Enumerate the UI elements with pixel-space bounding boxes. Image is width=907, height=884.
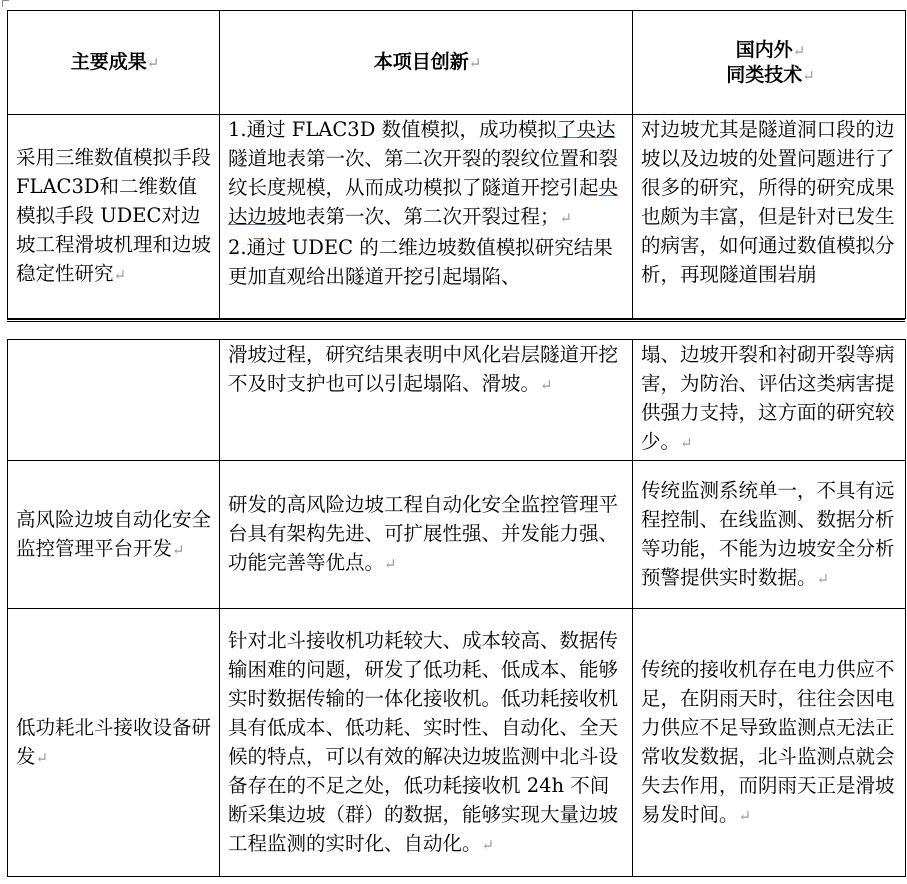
paragraph-mark: ↵ bbox=[792, 41, 806, 60]
paragraph-mark: ↵ bbox=[540, 376, 553, 394]
table-row bbox=[8, 461, 906, 609]
page-corner-mark bbox=[2, 0, 9, 7]
domestic-cell: 传统的接收机存在电力供应不足，在阴雨天时，往往会因电力供应不足导致监测点无法正常收发数据，北斗监测点就会失去作用，而阴雨天正是滑坡易发时间。↵ bbox=[633, 609, 906, 877]
paragraph-mark: ↵ bbox=[468, 54, 482, 72]
innovation-cell: 1.通过 FLAC3D 数值模拟，成功模拟了央达隧道地表第一次、第二次开裂的裂纹位置和裂纹长度规模，从而成功模拟了隧道开挖引起央达边坡地表第一次、第二次开裂过程；↵ 2.通过 UDEC 的二维边坡数值模拟研究结果更加直观给出隧道开挖引起塌陷、 bbox=[220, 115, 633, 319]
result-cell: 高风险边坡自动化安全监控管理平台开发↵ bbox=[8, 461, 220, 609]
innovation-cell: 滑坡过程，研究结果表明中风化岩层隧道开挖不及时支护也可以引起塌陷、滑坡。↵ bbox=[220, 340, 633, 461]
paragraph-mark: ↵ bbox=[816, 569, 830, 588]
underlined-text: 了央达 bbox=[557, 118, 616, 141]
table-part-1 bbox=[7, 10, 906, 319]
page-break-line bbox=[7, 319, 905, 320]
paragraph-mark: ↵ bbox=[802, 66, 815, 85]
underlined-text: 央达边坡 bbox=[228, 176, 619, 228]
innovation-cell: 研发的高风险边坡工程自动化安全监控管理平台具有架构先进、可扩展性强、并发能力强、功能完善等优点。↵ bbox=[220, 461, 633, 609]
table-part-2 bbox=[7, 339, 906, 877]
paragraph-mark: ↵ bbox=[113, 266, 127, 284]
paragraph-mark: ↵ bbox=[35, 748, 49, 767]
header-domestic-tech: 国内外↵ 同类技术↵ bbox=[633, 11, 906, 115]
paragraph-mark: ↵ bbox=[680, 434, 693, 452]
paragraph-mark: ↵ bbox=[481, 835, 495, 854]
paragraph-mark: ↵ bbox=[738, 806, 752, 825]
domestic-cell: 传统监测系统单一，不具有远程控制、在线监测、数据分析等功能，不能为边坡安全分析预警提供实时数据。↵ bbox=[633, 461, 906, 609]
result-cell: 低功耗北斗接收设备研发↵ bbox=[8, 609, 220, 877]
header-row bbox=[8, 11, 906, 115]
header-main-results: 主要成果↵ bbox=[8, 11, 220, 115]
domestic-cell: 对边坡尤其是隧道洞口段的边坡以及边坡的处置问题进行了很多的研究，所得的研究成果也颇为丰富，但是针对已发生的病害，如何通过数值模拟分析，再现隧道围岩崩 bbox=[633, 115, 906, 319]
result-cell: 采用三维数值模拟手段FLAC3D和二维数值模拟手段 UDEC对边坡工程滑坡机理和边坡稳定性研究↵ bbox=[8, 115, 220, 319]
header-innovation: 本项目创新↵ bbox=[220, 11, 633, 115]
paragraph-mark: ↵ bbox=[559, 209, 573, 227]
table-row bbox=[8, 115, 906, 319]
paragraph-mark: ↵ bbox=[172, 540, 185, 559]
page-break-line bbox=[7, 321, 905, 322]
table-row bbox=[8, 340, 906, 461]
paragraph-mark: ↵ bbox=[146, 54, 160, 72]
result-cell bbox=[8, 340, 220, 461]
table-row bbox=[8, 609, 906, 877]
domestic-cell: 塌、边坡开裂和衬砌开裂等病害，为防治、评估这类病害提供强力支持，这方面的研究较少。↵ bbox=[633, 340, 906, 461]
paragraph-mark: ↵ bbox=[384, 555, 397, 573]
innovation-cell: 针对北斗接收机功耗较大、成本较高、数据传输困难的问题，研发了低功耗、低成本、能够实时数据传输的一体化接收机。低功耗接收机具有低成本、低功耗、实时性、自动化、全天候的特点，可以有效的解决边坡监测中北斗设备存在的不足之处，低功耗接收机 24h 不间断采集边坡（群）的数据，能够实现大量边坡工程监测的实时化、自动化。↵ bbox=[220, 609, 633, 877]
